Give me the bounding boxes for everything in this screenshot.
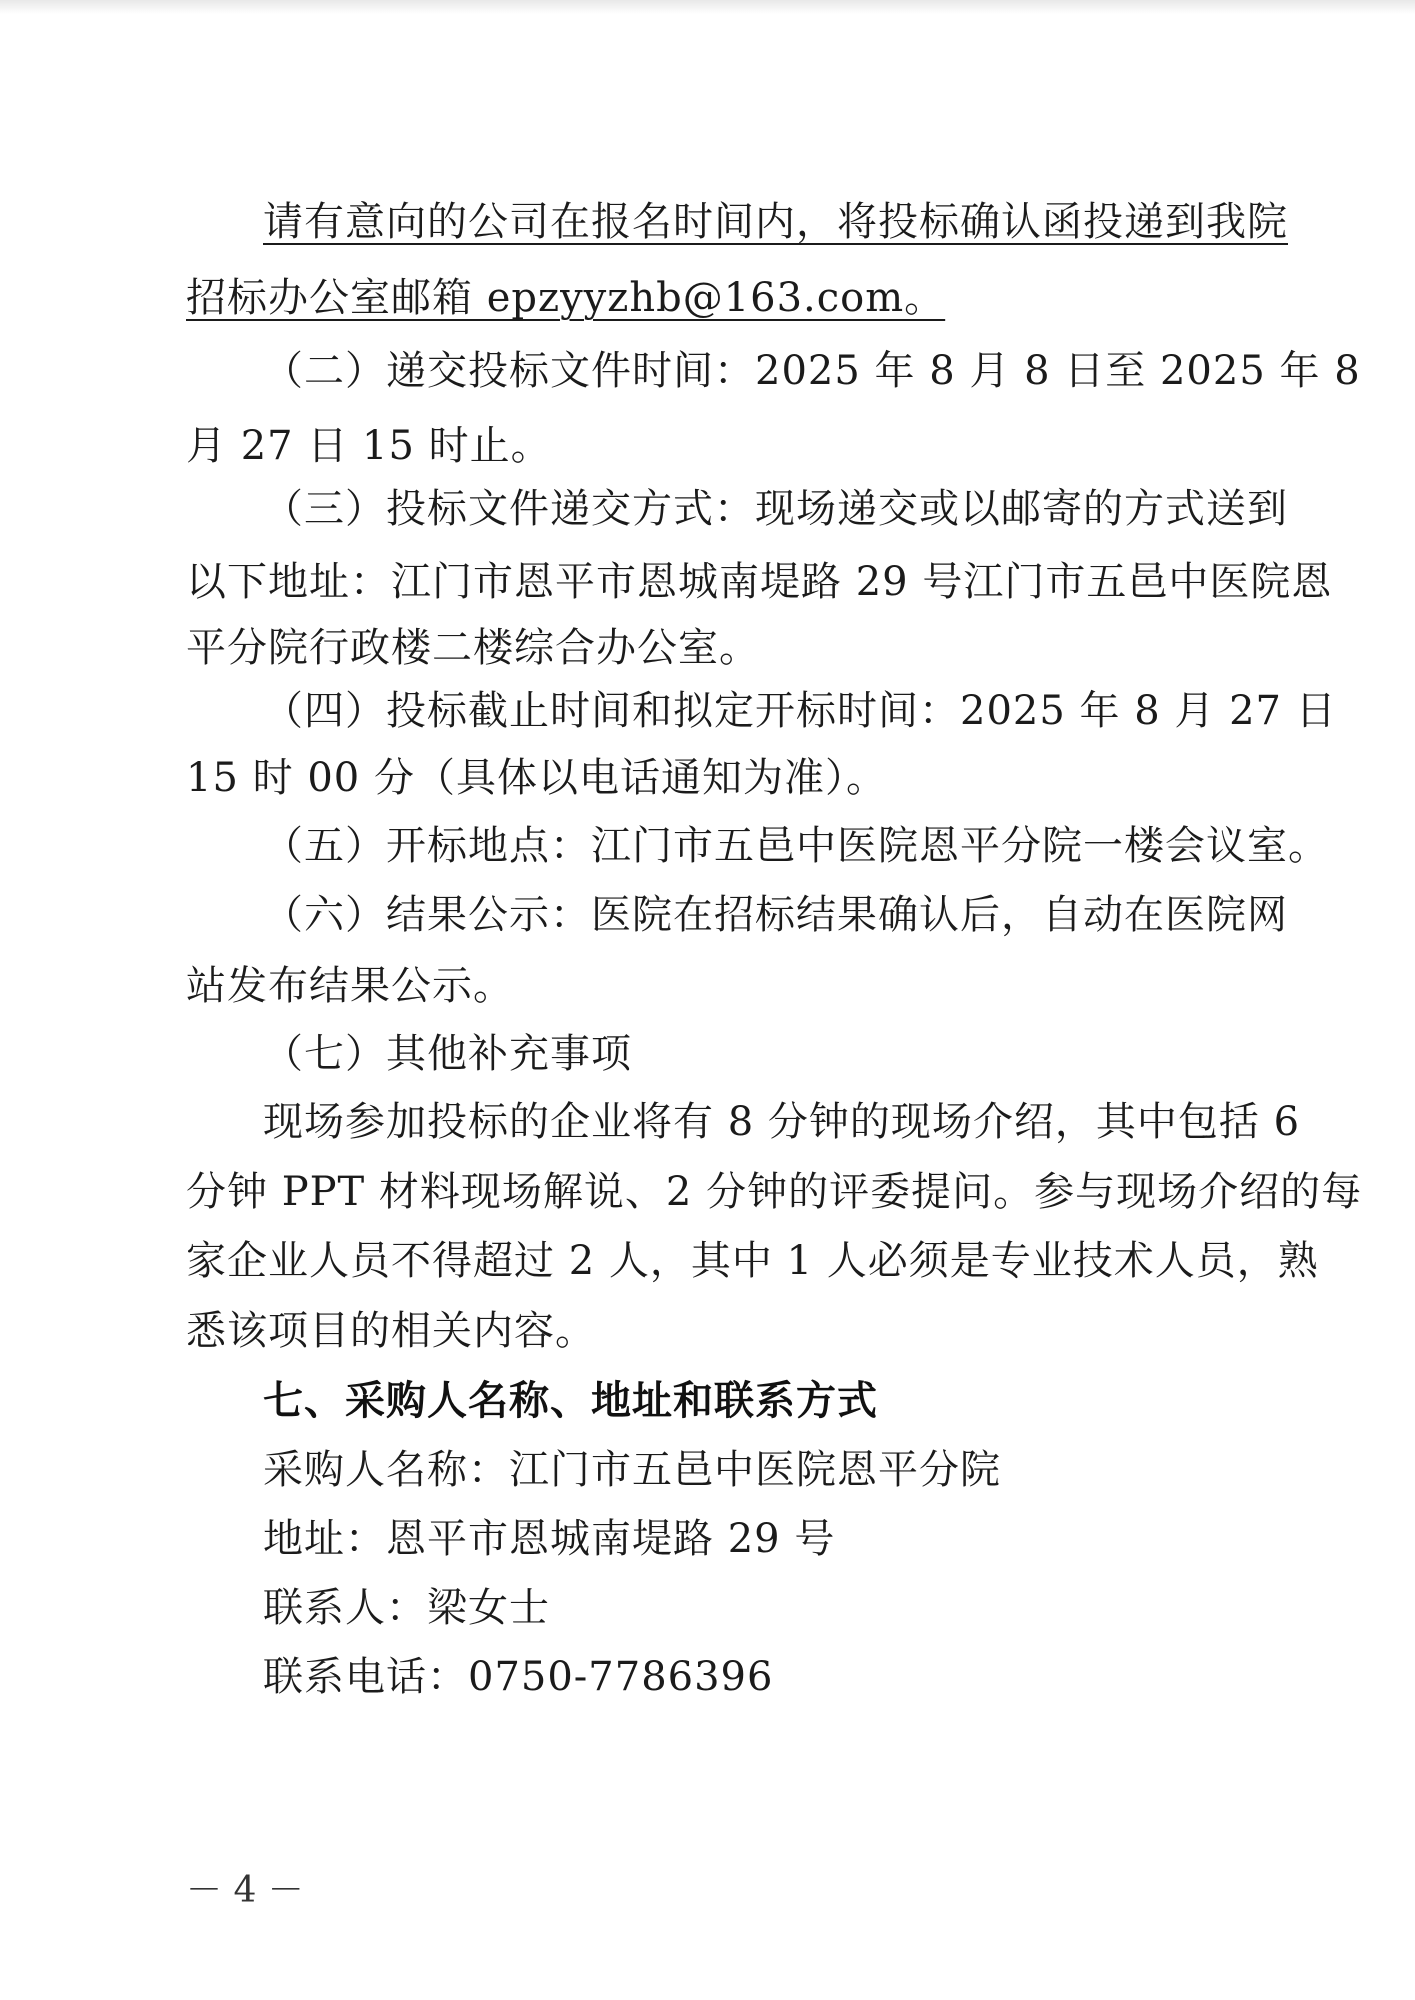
page-number: － 4 － — [186, 1870, 304, 1911]
text-line-8: （四）投标截止时间和拟定开标时间：2025 年 8 月 27 日 — [263, 688, 1337, 734]
text-line-6: 以下地址：江门市恩平市恩城南堤路 29 号江门市五邑中医院恩 — [186, 559, 1333, 605]
text-line-12: 站发布结果公示。 — [186, 963, 514, 1009]
text-line-16: 家企业人员不得超过 2 人，其中 1 人必须是专业技术人员，熟 — [186, 1238, 1319, 1284]
contact-address: 地址：恩平市恩城南堤路 29 号 — [263, 1516, 836, 1562]
text-line-14: 现场参加投标的企业将有 8 分钟的现场介绍，其中包括 6 — [263, 1099, 1301, 1145]
text-line-7: 平分院行政楼二楼综合办公室。 — [186, 625, 760, 671]
section-title: 七、采购人名称、地址和联系方式 — [263, 1378, 878, 1424]
text-line-2: 招标办公室邮箱 epzyyzhb@163.com。 — [186, 275, 946, 321]
text-line-9: 15 时 00 分（具体以电话通知为准）。 — [186, 755, 887, 801]
text-line-4: 月 27 日 15 时止。 — [186, 423, 552, 469]
contact-person: 联系人：梁女士 — [263, 1585, 550, 1631]
text-line-13: （七）其他补充事项 — [263, 1031, 632, 1077]
text-line-15: 分钟 PPT 材料现场解说、2 分钟的评委提问。参与现场介绍的每 — [186, 1169, 1363, 1215]
text-line-5: （三）投标文件递交方式：现场递交或以邮寄的方式送到 — [263, 486, 1288, 532]
text-line-17: 悉该项目的相关内容。 — [186, 1308, 596, 1354]
text-line-1: 请有意向的公司在报名时间内，将投标确认函投递到我院 — [263, 199, 1288, 245]
contact-name: 采购人名称：江门市五邑中医院恩平分院 — [263, 1447, 1001, 1493]
text-line-10: （五）开标地点：江门市五邑中医院恩平分院一楼会议室。 — [263, 823, 1329, 869]
text-line-11: （六）结果公示：医院在招标结果确认后，自动在医院网 — [263, 892, 1288, 938]
contact-phone: 联系电话：0750-7786396 — [263, 1654, 774, 1700]
text-line-3: （二）递交投标文件时间：2025 年 8 月 8 日至 2025 年 8 — [263, 348, 1361, 394]
scan-edge-shadow — [0, 0, 1415, 14]
